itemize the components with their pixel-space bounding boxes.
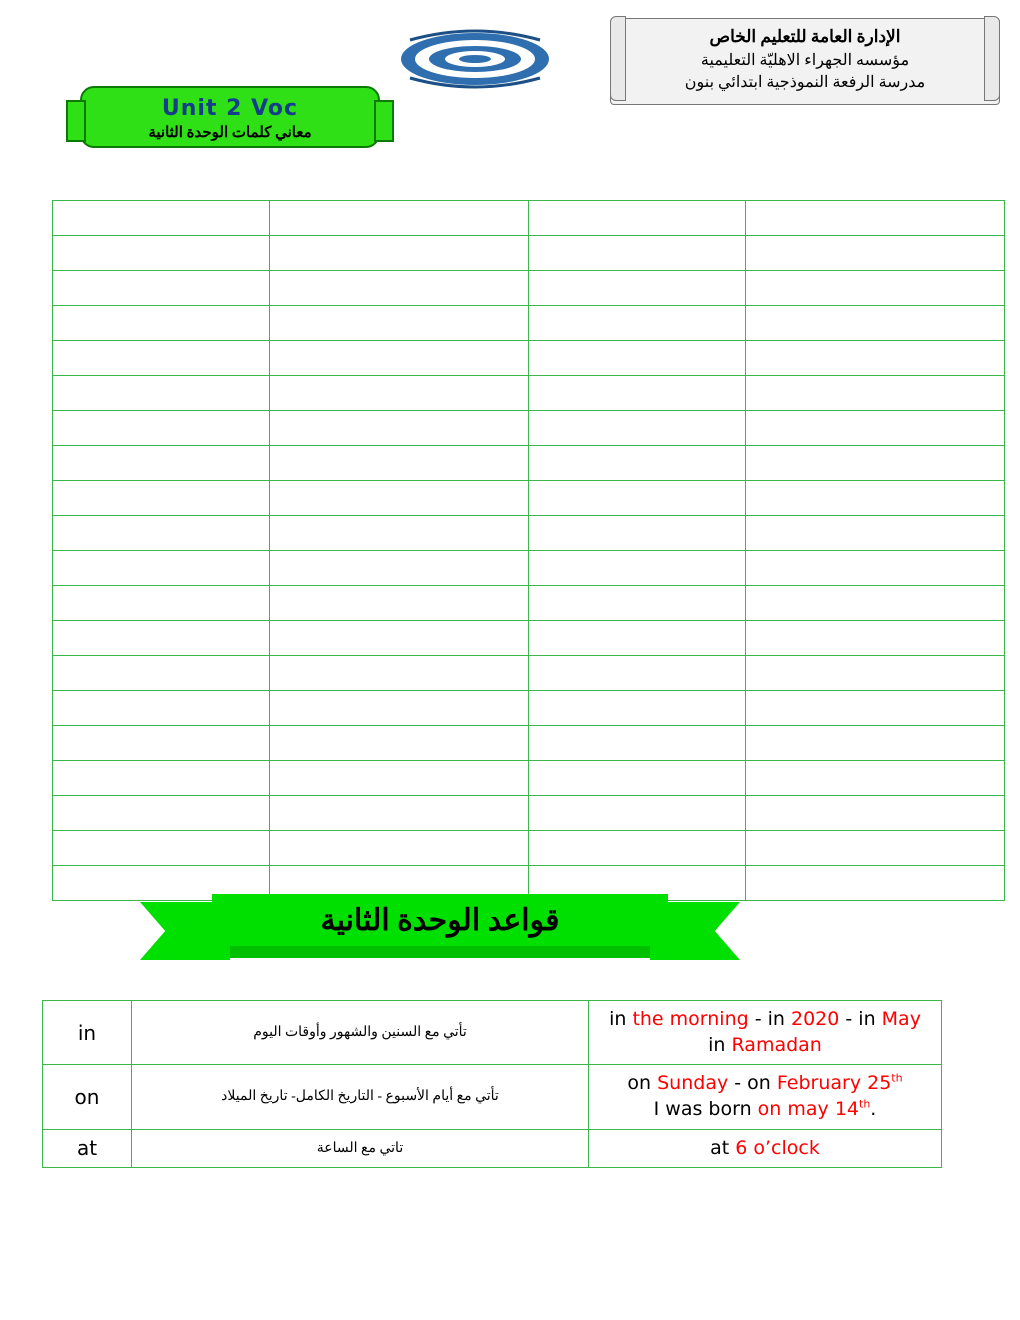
vocab-word-en xyxy=(53,796,270,831)
table-row xyxy=(53,761,1005,796)
vocab-word-en xyxy=(529,411,746,446)
vocab-word-ar xyxy=(270,516,529,551)
vocab-word-en xyxy=(529,691,746,726)
vocab-word-ar xyxy=(270,271,529,306)
table-row xyxy=(53,831,1005,866)
table-row xyxy=(53,551,1005,586)
vocabulary-table xyxy=(52,200,1005,901)
table-row xyxy=(53,726,1005,761)
vocab-word-en xyxy=(53,586,270,621)
vocab-word-en xyxy=(529,586,746,621)
table-row xyxy=(53,796,1005,831)
table-row xyxy=(53,621,1005,656)
vocab-word-en xyxy=(53,831,270,866)
vocab-word-ar xyxy=(746,761,1005,796)
table-row xyxy=(53,691,1005,726)
vocab-word-en xyxy=(529,306,746,341)
unit-title-ar: معاني كلمات الوحدة الثانية xyxy=(148,125,312,141)
vocab-word-ar xyxy=(270,481,529,516)
vocab-word-ar xyxy=(270,621,529,656)
vocab-word-ar xyxy=(270,411,529,446)
vocab-word-ar xyxy=(270,236,529,271)
preposition-row xyxy=(43,1001,942,1065)
vocab-word-ar xyxy=(746,271,1005,306)
vocab-word-en xyxy=(53,411,270,446)
vocab-word-ar xyxy=(270,656,529,691)
table-row xyxy=(53,236,1005,271)
vocab-word-ar xyxy=(746,586,1005,621)
prepositions-table-container xyxy=(42,1000,942,1168)
vocab-word-ar xyxy=(746,831,1005,866)
preposition-examples: on Sunday - on February 25th I was born on may 14th. xyxy=(589,1065,942,1129)
school-authority-line: الإدارة العامة للتعليم الخاص xyxy=(709,27,901,46)
vocab-word-ar xyxy=(746,481,1005,516)
preposition-examples: at 6 o’clock xyxy=(589,1129,942,1168)
table-row xyxy=(53,341,1005,376)
rules-banner-center xyxy=(212,894,668,946)
table-row xyxy=(53,201,1005,236)
preposition-word: in xyxy=(43,1001,132,1065)
vocab-word-ar xyxy=(270,831,529,866)
vocab-word-en xyxy=(53,341,270,376)
vocab-word-en xyxy=(529,831,746,866)
banner-shadow xyxy=(230,946,650,958)
vocab-word-en xyxy=(529,376,746,411)
vocab-word-en xyxy=(529,271,746,306)
table-row xyxy=(53,656,1005,691)
vocab-word-ar xyxy=(270,551,529,586)
preposition-examples: in the morning - in 2020 - in May in Ramadan xyxy=(589,1001,942,1065)
school-name-line: مدرسة الرفعة النموذجية ابتدائي بنون xyxy=(684,74,926,91)
vocab-word-ar xyxy=(270,586,529,621)
preposition-row xyxy=(43,1129,942,1168)
vocab-word-en xyxy=(529,551,746,586)
prepositions-table xyxy=(42,1000,942,1168)
vocab-word-ar xyxy=(746,621,1005,656)
preposition-word: at xyxy=(43,1129,132,1168)
vocabulary-table-container xyxy=(52,200,936,901)
vocab-word-en xyxy=(529,516,746,551)
vocab-word-en xyxy=(529,481,746,516)
vocab-word-ar xyxy=(746,516,1005,551)
vocab-word-en xyxy=(529,201,746,236)
preposition-row xyxy=(43,1065,942,1129)
vocab-word-en xyxy=(53,516,270,551)
vocab-word-en xyxy=(53,271,270,306)
vocab-word-ar xyxy=(270,201,529,236)
vocab-word-en xyxy=(529,621,746,656)
vocab-word-ar xyxy=(746,726,1005,761)
vocab-word-ar xyxy=(746,236,1005,271)
school-logo-icon xyxy=(400,28,550,90)
vocab-word-en xyxy=(529,656,746,691)
ribbon-tail-right-icon xyxy=(374,100,394,142)
vocab-word-ar xyxy=(746,341,1005,376)
vocab-word-en xyxy=(529,761,746,796)
vocab-word-en xyxy=(53,481,270,516)
vocab-word-ar xyxy=(746,446,1005,481)
table-row xyxy=(53,411,1005,446)
vocab-word-en xyxy=(53,201,270,236)
vocab-word-en xyxy=(529,446,746,481)
preposition-word: on xyxy=(43,1065,132,1129)
vocab-word-ar xyxy=(270,446,529,481)
vocab-word-ar xyxy=(746,691,1005,726)
vocab-word-en xyxy=(53,236,270,271)
vocab-word-en xyxy=(53,446,270,481)
vocab-word-en xyxy=(53,761,270,796)
vocab-word-ar xyxy=(746,866,1005,901)
vocab-word-en xyxy=(53,726,270,761)
vocab-word-en xyxy=(53,306,270,341)
vocab-word-en xyxy=(529,236,746,271)
vocab-word-en xyxy=(53,691,270,726)
vocab-word-ar xyxy=(746,656,1005,691)
vocab-word-ar xyxy=(270,761,529,796)
vocab-word-ar xyxy=(270,796,529,831)
vocab-word-ar xyxy=(270,691,529,726)
vocab-word-en xyxy=(529,726,746,761)
vocab-word-en xyxy=(529,341,746,376)
vocab-word-ar xyxy=(746,376,1005,411)
vocab-word-ar xyxy=(746,551,1005,586)
scroll-curl-left-icon xyxy=(610,16,626,101)
vocab-word-en xyxy=(53,551,270,586)
ribbon-tail-left-icon xyxy=(66,100,86,142)
table-row xyxy=(53,586,1005,621)
rules-banner-label: قواعد الوحدة الثانية xyxy=(320,903,560,937)
preposition-rule-ar: تأتي مع أيام الأسبوع - التاريخ الكامل- تاريخ الميلاد xyxy=(132,1065,589,1129)
table-row xyxy=(53,271,1005,306)
vocab-word-ar xyxy=(270,306,529,341)
table-row xyxy=(53,376,1005,411)
preposition-rule-ar: تأتي مع السنين والشهور وأوقات اليوم xyxy=(132,1001,589,1065)
unit-title-banner xyxy=(80,86,380,148)
vocab-word-ar xyxy=(746,306,1005,341)
table-row xyxy=(53,516,1005,551)
vocab-word-ar xyxy=(270,341,529,376)
vocab-word-en xyxy=(53,376,270,411)
table-row xyxy=(53,306,1005,341)
preposition-rule-ar: تاتي مع الساعة xyxy=(132,1129,589,1168)
vocab-word-ar xyxy=(270,726,529,761)
vocab-word-ar xyxy=(746,411,1005,446)
unit-title-en: Unit 2 Voc xyxy=(161,96,299,121)
vocab-word-en xyxy=(53,621,270,656)
vocab-word-ar xyxy=(270,376,529,411)
vocab-word-ar xyxy=(746,796,1005,831)
vocab-word-en xyxy=(53,656,270,691)
school-foundation-line: مؤسسه الجهراء الاهليّة التعليمية xyxy=(700,52,910,69)
table-row xyxy=(53,446,1005,481)
rules-banner xyxy=(140,894,740,960)
vocab-word-ar xyxy=(746,201,1005,236)
table-row xyxy=(53,481,1005,516)
vocab-word-en xyxy=(529,796,746,831)
page-header xyxy=(0,0,1020,180)
school-banner xyxy=(610,18,1000,105)
scroll-curl-right-icon xyxy=(984,16,1000,101)
